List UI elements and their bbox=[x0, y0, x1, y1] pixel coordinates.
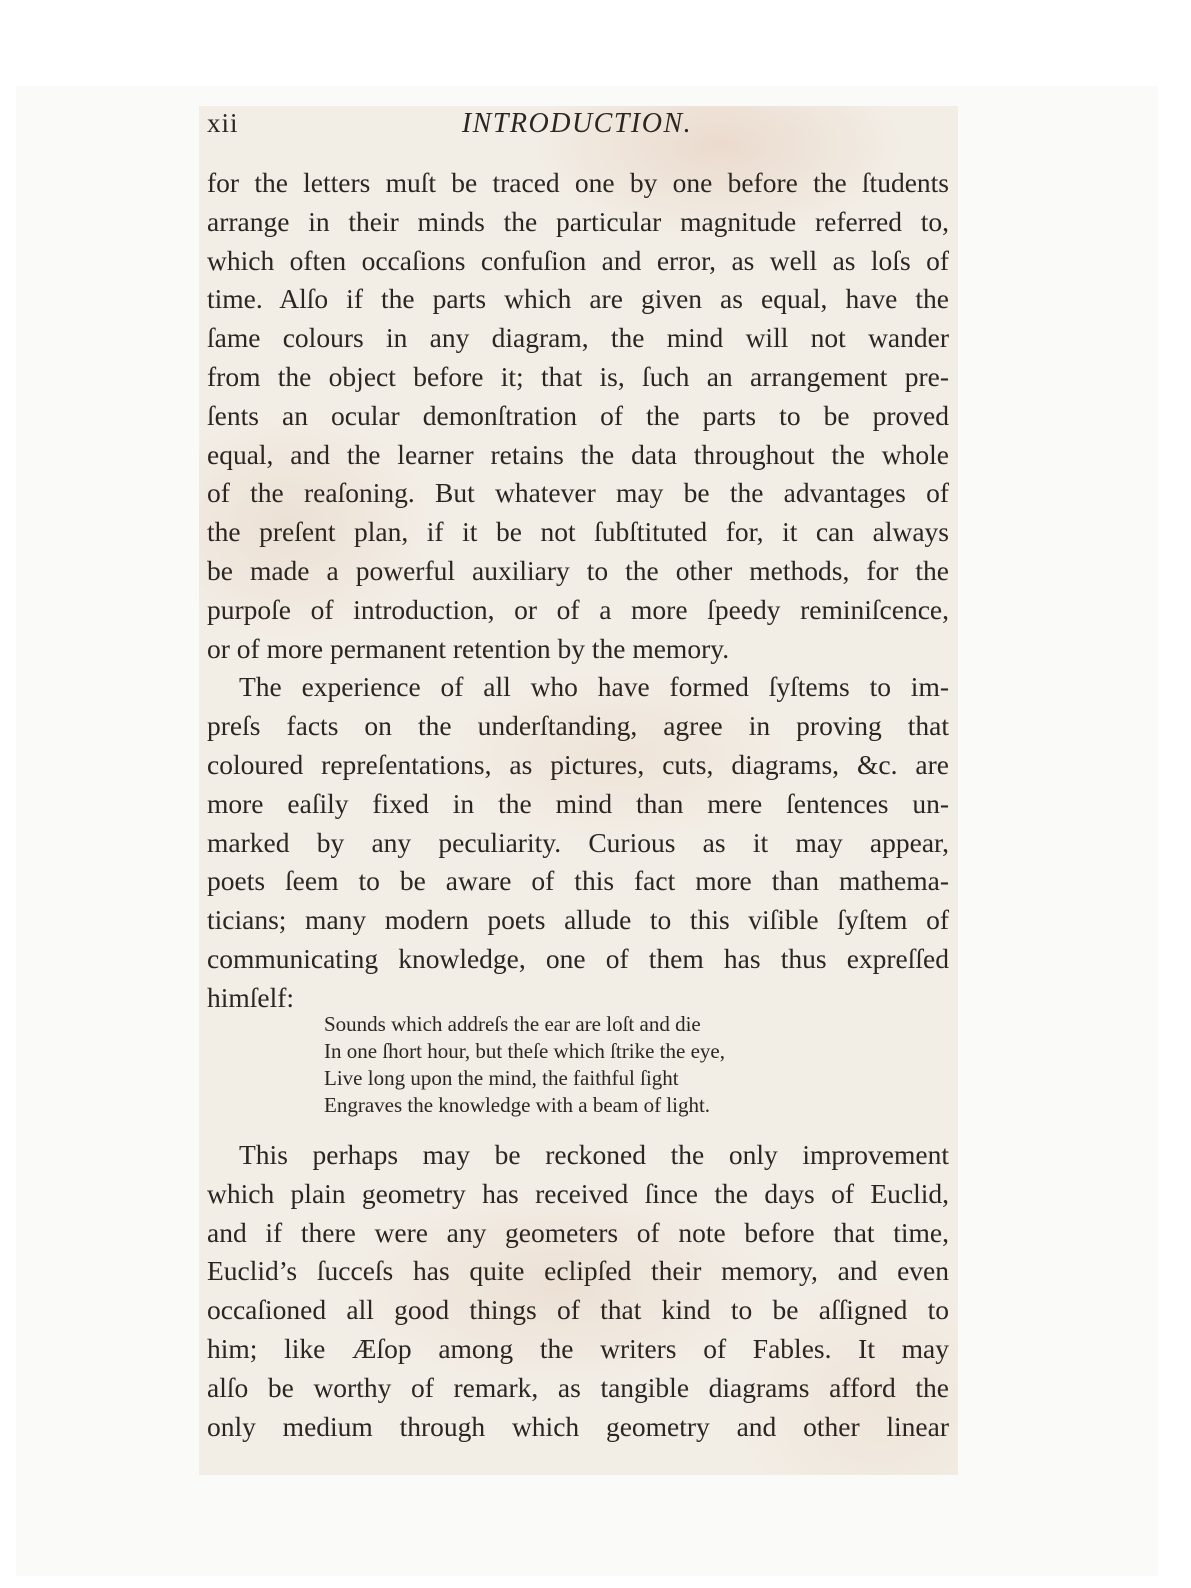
text-line: The experience of all who have formed ſyſtems to im- bbox=[239, 671, 949, 703]
text-line: ticians; many modern poets allude to this viſible ſyſtem of bbox=[207, 904, 949, 936]
text-line: coloured repreſentations, as pictures, cuts, diagrams, &c. are bbox=[207, 748, 949, 780]
text-line: only medium through which geometry and other linear bbox=[207, 1410, 949, 1442]
text-line: communicating knowledge, one of them has thus expreſſed bbox=[207, 942, 949, 974]
text-line: marked by any peculiarity. Curious as it may appear, bbox=[207, 826, 949, 858]
text-line: time. Alſo if the parts which are given as equal, have the bbox=[207, 283, 949, 315]
text-line: Euclid’s ſucceſs has quite eclipſed their memory, and even bbox=[207, 1255, 949, 1287]
text-line: be made a powerful auxiliary to the other methods, for the bbox=[207, 554, 949, 586]
poem-line: Engraves the knowledge with a beam of light. bbox=[324, 1093, 711, 1117]
text-line: him; like Æſop among the writers of Fables. It may bbox=[207, 1332, 949, 1364]
text-line: of the reaſoning. But whatever may be the advantages of bbox=[207, 477, 949, 509]
page-number: xii bbox=[207, 108, 239, 138]
poem-line: Live long upon the mind, the faithful ſight bbox=[324, 1066, 679, 1090]
page-header bbox=[207, 106, 947, 146]
paragraph-3 bbox=[207, 1136, 949, 1446]
text-line: ſame colours in any diagram, the mind will not wander bbox=[207, 322, 949, 354]
text-line: equal, and the learner retains the data throughout the whole bbox=[207, 438, 949, 470]
text-line: purpoſe of introduction, or of a more ſpeedy reminiſcence, bbox=[207, 593, 949, 625]
text-line: poets ſeem to be aware of this fact more than mathema- bbox=[207, 865, 949, 897]
text-line: more eaſily fixed in the mind than mere ſentences un- bbox=[207, 787, 949, 819]
poem-line: Sounds which addreſs the ear are loſt and die bbox=[324, 1012, 701, 1036]
paragraph-2 bbox=[207, 668, 949, 1017]
text-line: preſs facts on the underſtanding, agree in proving that bbox=[207, 710, 949, 742]
text-line: alſo be worthy of remark, as tangible diagrams afford the bbox=[207, 1371, 949, 1403]
text-line: the preſent plan, if it be not ſubſtituted for, it can always bbox=[207, 516, 949, 548]
main-text bbox=[207, 164, 949, 1018]
poem-quotation bbox=[324, 1011, 725, 1119]
text-line: or of more permanent retention by the memory. bbox=[207, 632, 730, 664]
text-line: himſelf: bbox=[207, 981, 295, 1013]
running-title: INTRODUCTION. bbox=[461, 108, 693, 139]
text-line: for the letters muſt be traced one by one before the ſtudents bbox=[207, 167, 949, 198]
text-line: which often occaſions confuſion and error, as well as loſs of bbox=[207, 244, 949, 276]
text-line: and if there were any geometers of note before that time, bbox=[207, 1216, 949, 1248]
text-line: from the object before it; that is, ſuch an arrangement pre- bbox=[207, 360, 949, 392]
poem-line: In one ſhort hour, but theſe which ſtrike the eye, bbox=[324, 1039, 725, 1063]
book-page bbox=[199, 106, 958, 1475]
text-line: which plain geometry has received ſince the days of Euclid, bbox=[207, 1177, 949, 1209]
text-line: ſents an ocular demonſtration of the parts to be proved bbox=[207, 399, 949, 431]
paragraph-1 bbox=[207, 164, 949, 668]
text-line: arrange in their minds the particular magnitude referred to, bbox=[207, 205, 949, 237]
text-line: This perhaps may be reckoned the only improvement bbox=[239, 1139, 949, 1170]
text-line: occaſioned all good things of that kind to be aſſigned to bbox=[207, 1294, 949, 1326]
